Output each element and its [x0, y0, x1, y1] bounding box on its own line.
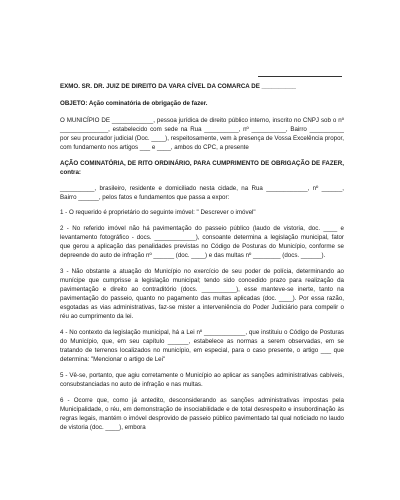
- action-title: AÇÃO COMINATÓRIA, DE RITO ORDINÁRIO, PARA CUMPRIMENTO DE OBRIGAÇÃO DE FAZER, contra:: [60, 159, 344, 176]
- item-6: 6 - Ocorre que, como já antedito, desconsiderando as sanções administrativas impostas pela Municipalidade, o réu, em demonstração de insociabilidade e de total desrespeito e insubordinação às regras legais, mantém o imóvel desprovido de passeio público pavimentado tal qual noticiado no laudo de vistoria (doc. ____), embora: [60, 396, 344, 432]
- item-2: 2 - No referido imóvel não há pavimentação do passeio público (laudo de vistoria, doc. ____ e levantamento fotográfico - docs. ____________), consoante determina a legislação municipal, fator que gerou a aplicação das penalidades previstas no Código de Posturas do Município, conforme se depreende do auto de infração nº ______ (doc. ____) e das multas nº ________ (docs. ______).: [60, 225, 344, 260]
- item-5: 5 - Vê-se, portanto, que agiu corretamente o Município ao aplicar as sanções administrativas cabíveis, consubstanciadas no auto de infração e nas multas.: [60, 372, 344, 389]
- top-signature-line: [258, 76, 342, 77]
- item-1: 1 - O requerido é proprietário do seguinte imóvel: " Descrever o imóvel": [60, 209, 256, 217]
- parties-paragraph: O MUNICÍPIO DE ____________, pessoa jurídica de direito público interno, inscrito no CNPJ sob o nº ______________, estabelecido com sede na Rua __________, nº __________, Bairro __________ por seu procurador judicial (Doc. ____), respeitosamente, vem à presença de Vossa Excelência propor, com fundamento nos artigos ___ e ____, ambos do CPC, a presente: [60, 116, 344, 152]
- defendant-paragraph: __________, brasileiro, residente e domiciliado nesta cidade, na Rua ____________, nº ______, Bairro ______, pelos fatos e fundamentos que passa a expor:: [60, 184, 344, 201]
- addressee-heading: EXMO. SR. DR. JUIZ DE DIREITO DA VARA CÍVEL DA COMARCA DE __________: [60, 83, 296, 90]
- object-heading: OBJETO: Ação cominatória de obrigação de fazer.: [60, 99, 208, 107]
- item-3: 3 - Não obstante a atuação do Município no exercício de seu poder de polícia, determinando ao munícipe que cumprisse a legislação municipal; tendo sido concedido prazo para realização da pavimentação e direito ao contraditório (docs. __________), esse manteve-se inerte, tanto na pavimentação do passeio, quanto no pagamento das multas aplicadas (doc. ____). Por essa razão, esgotadas as vias administrativas, faz-se mister a interveniência do Poder Judiciário para compelir o réu ao cumprimento da lei.: [60, 267, 344, 321]
- document-body: [60, 82, 344, 439]
- item-4: 4 - No contexto da legislação municipal, há a Lei nº ____________, que instituiu o Código de Posturas do Município, que, em seu capítulo ______, estabelece as normas a serem observadas, em se tratando de terrenos localizados no município, em especial, para o caso presente, o artigo ___ que determina: "Mencionar o artigo de Lei": [60, 329, 344, 364]
